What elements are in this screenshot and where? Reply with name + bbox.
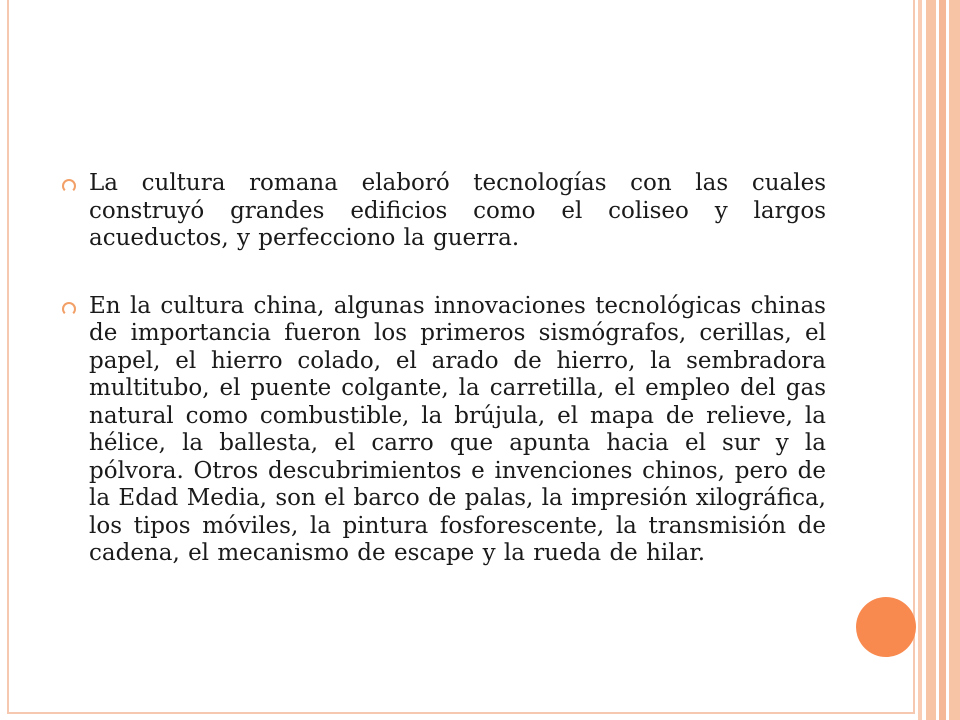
- bullet-item-chinese-culture: [62, 293, 826, 568]
- bullet-text: En la cultura china, algunas innovaciones tecnológicas chinas de importancia fueron los primeros sismógrafos, cerillas, el papel, el hierro colado, el arado de hierro, la sembradora multitubo, el puente colgante, la carretilla, el empleo del gas natural como combustible, la brújula, el mapa de relieve, la hélice, la ballesta, el carro que apunta hacia el sur y la pólvora. Otros descubrimientos e invenciones chinos, pero de la Edad Media, son el barco de palas, la impresión xilográfica, los tipos móviles, la pintura fosforescente, la transmisión de cadena, el mecanismo de escape y la rueda de hilar.: [89, 292, 826, 566]
- bullet-list: [62, 170, 826, 608]
- bullet-text: La cultura romana elaboró tecnologías con las cuales construyó grandes edificios como el coliseo y largos acueductos, y perfecciono la guerra.: [89, 170, 826, 251]
- bullet-item-roman-culture: [62, 170, 826, 253]
- decorative-stripe: [926, 0, 936, 720]
- bullet-marker-icon: [62, 302, 76, 316]
- bullet-marker-icon: [62, 179, 76, 193]
- decorative-stripe: [939, 0, 946, 720]
- decorative-circle: [856, 597, 916, 657]
- decorative-stripe: [949, 0, 960, 720]
